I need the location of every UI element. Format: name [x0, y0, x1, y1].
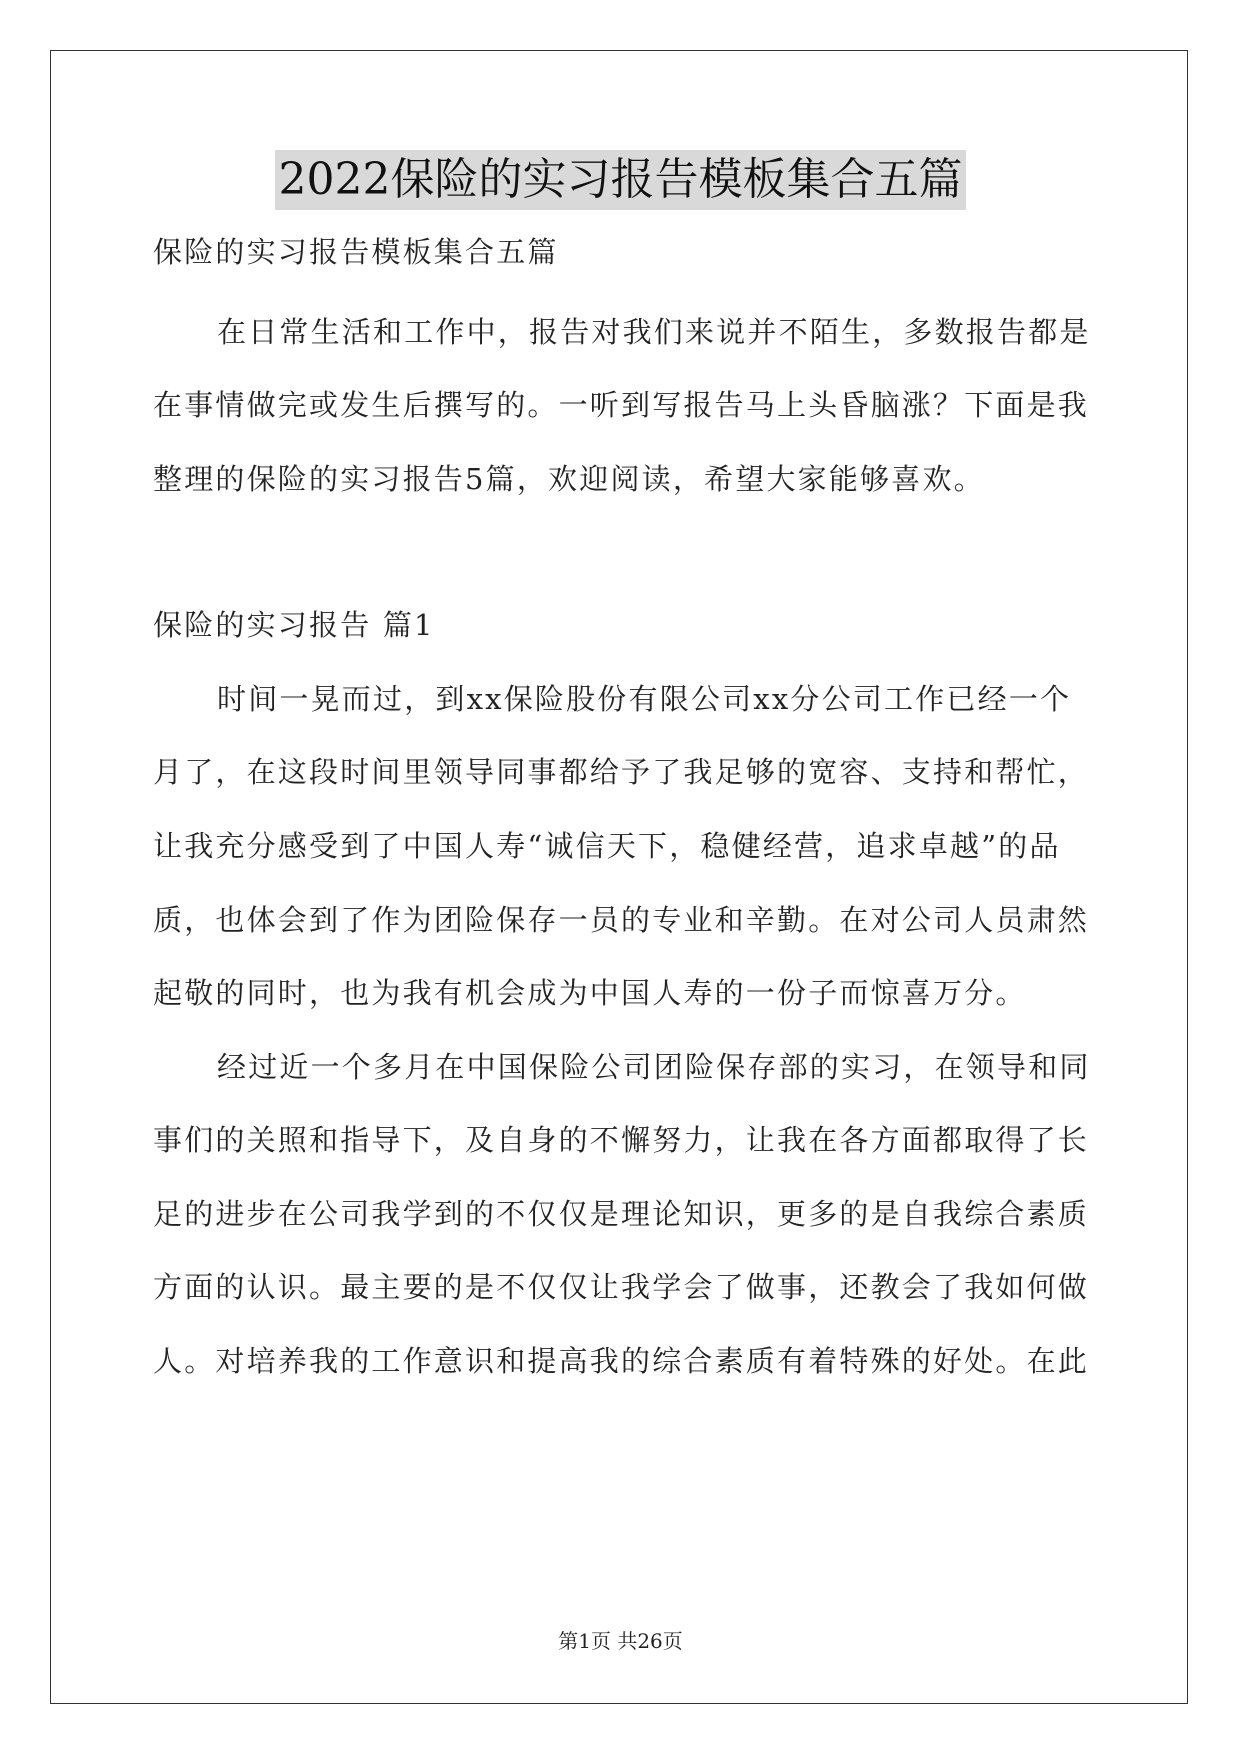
paragraph-line: 事们的关照和指导下，及自身的不懈努力，让我在各方面都取得了长 [153, 1123, 1090, 1157]
paragraph-line: 月了，在这段时间里领导同事都给予了我足够的宽容、支持和帮忙， [153, 755, 1090, 789]
subtitle: 保险的实习报告模板集合五篇 [153, 235, 559, 269]
paragraph-line: 在日常生活和工作中，报告对我们来说并不陌生，多数报告都是 [217, 315, 1091, 349]
paragraph-line: 让我充分感受到了中国人寿“诚信天下，稳健经营，追求卓越”的品 [153, 829, 1061, 863]
section-heading: 保险的实习报告 篇1 [153, 608, 435, 642]
document-title: 2022保险的实习报告模板集合五篇 [275, 150, 967, 210]
paragraph-line: 经过近一个多月在中国保险公司团险保存部的实习，在领导和同 [217, 1050, 1091, 1084]
paragraph-line: 质，也体会到了作为团险保存一员的专业和辛勤。在对公司人员肃然 [153, 903, 1090, 937]
page-border [50, 50, 1188, 1704]
paragraph-line: 方面的认识。最主要的是不仅仅让我学会了做事，还教会了我如何做 [153, 1270, 1090, 1304]
paragraph-line: 时间一晃而过，到xx保险股份有限公司xx分公司工作已经一个 [217, 682, 1072, 716]
paragraph-line: 整理的保险的实习报告5篇，欢迎阅读，希望大家能够喜欢。 [153, 462, 985, 496]
paragraph-line: 足的进步在公司我学到的不仅仅是理论知识，更多的是自我综合素质 [153, 1197, 1090, 1231]
paragraph-line: 人。对培养我的工作意识和提高我的综合素质有着特殊的好处。在此 [153, 1344, 1090, 1378]
paragraph-line: 起敬的同时，也为我有机会成为中国人寿的一份子而惊喜万分。 [153, 976, 1027, 1010]
page-footer: 第1页 共26页 [558, 1629, 683, 1653]
title-container [0, 150, 1241, 210]
paragraph-line: 在事情做完或发生后撰写的。一听到写报告马上头昏脑涨？下面是我 [153, 388, 1090, 422]
